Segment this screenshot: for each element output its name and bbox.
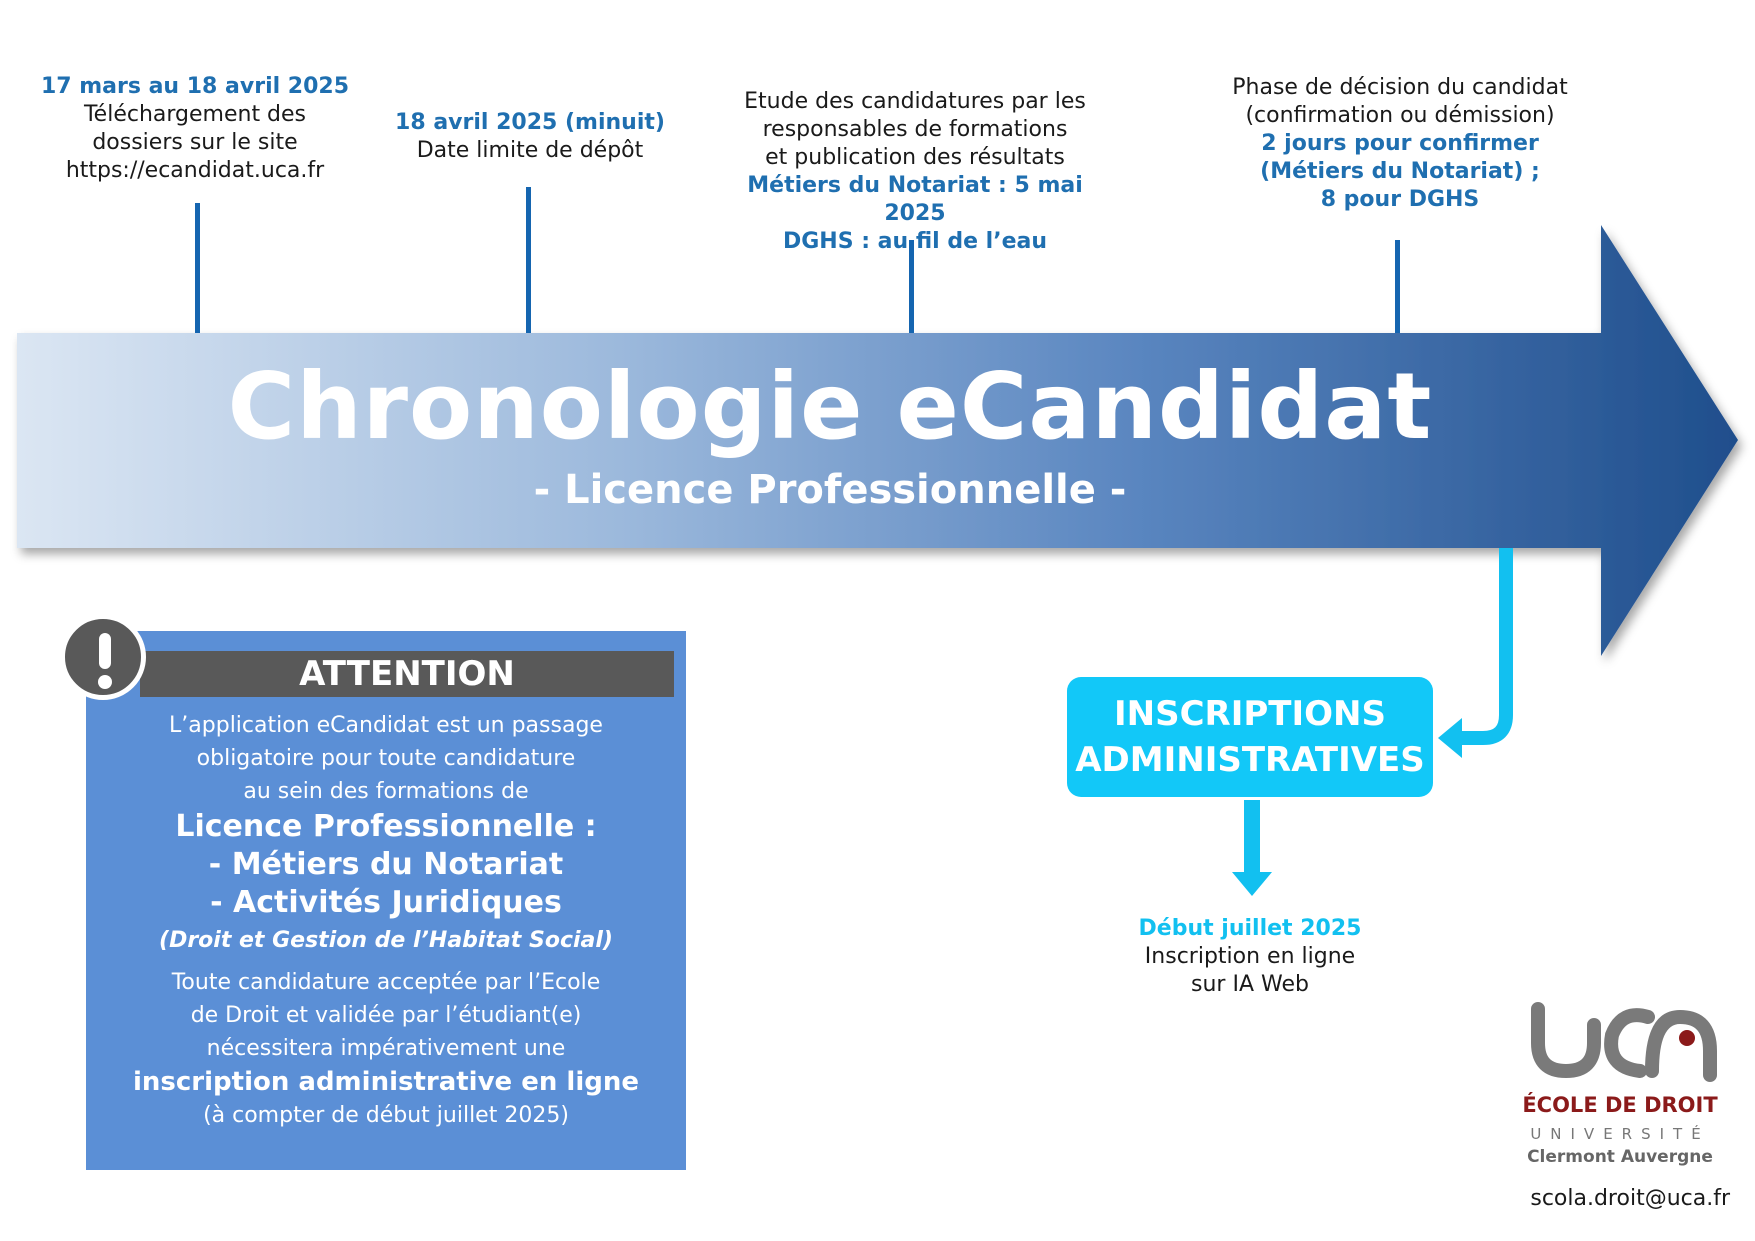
event-3 — [720, 88, 1110, 256]
attention-program: - Métiers du Notariat — [208, 847, 564, 882]
event-2-date: 18 avril 2025 (minuit) — [395, 110, 665, 135]
logo-place: Clermont Auvergne — [1527, 1147, 1713, 1167]
event-3-line: Etude des candidatures par les — [744, 89, 1086, 114]
down-arrow-head — [1232, 872, 1272, 896]
inscriptions-label: INSCRIPTIONS — [1114, 694, 1386, 734]
uca-logo — [1520, 995, 1720, 1175]
attention-intro-line: au sein des formations de — [243, 779, 529, 804]
attention-outro-line: Toute candidature acceptée par l’Ecole — [171, 970, 601, 995]
logo-school: ÉCOLE DE DROIT — [1522, 1093, 1718, 1117]
attention-program: - Activités Juridiques — [210, 885, 562, 920]
page-title: Chronologie eCandidat — [227, 353, 1433, 460]
event-4 — [1200, 74, 1600, 214]
timeline-tick-4 — [1395, 240, 1400, 333]
attention-outro-bold: inscription administrative en ligne — [132, 1067, 640, 1097]
attention-intro-line: L’application eCandidat est un passage — [169, 713, 603, 738]
event-3-line: responsables de formations — [762, 117, 1068, 142]
event-4-line: (confirmation ou démission) — [1245, 103, 1555, 128]
event-4-highlight: 8 pour DGHS — [1320, 187, 1480, 212]
inscriptions-date: Début juillet 2025 — [1138, 916, 1362, 941]
exclamation-icon — [60, 614, 146, 700]
event-4-highlight: 2 jours pour confirmer — [1261, 131, 1539, 156]
event-1-line: Téléchargement des — [83, 102, 307, 127]
event-3-highlight: Métiers du Notariat : 5 mai 2025 — [747, 173, 1083, 226]
connector-arrowhead — [1438, 718, 1462, 758]
event-1-line: dossiers sur le site — [92, 130, 298, 155]
logo-university: UNIVERSITÉ — [1530, 1125, 1710, 1143]
connector-line — [1455, 548, 1506, 738]
event-3-line: et publication des résultats — [765, 145, 1065, 170]
timeline-tick-2 — [526, 187, 531, 333]
attention-intro-line: obligatoire pour toute candidature — [196, 746, 576, 771]
down-arrow-shaft — [1244, 800, 1260, 880]
contact-email[interactable]: scola.droit@uca.fr — [1530, 1186, 1730, 1211]
event-4-line: Phase de décision du candidat — [1232, 75, 1568, 100]
attention-outro-line: de Droit et validée par l’étudiant(e) — [190, 1003, 582, 1028]
attention-italic-note: (Droit et Gestion de l’Habitat Social) — [159, 928, 613, 953]
attention-header — [140, 651, 674, 697]
event-4-highlight: (Métiers du Notariat) ; — [1260, 159, 1540, 184]
attention-header-label: ATTENTION — [299, 654, 515, 694]
timeline-tick-1 — [195, 203, 200, 333]
inscriptions-box — [1067, 677, 1433, 797]
inscriptions-detail: sur IA Web — [1191, 972, 1309, 997]
event-2-line: Date limite de dépôt — [416, 138, 644, 163]
uca-logo-mark — [1520, 995, 1720, 1085]
attention-outro-end: (à compter de début juillet 2025) — [203, 1103, 569, 1128]
attention-content — [86, 709, 686, 1132]
event-3-highlight: DGHS : au fil de l’eau — [782, 229, 1048, 254]
event-1-line: https://ecandidat.uca.fr — [65, 158, 325, 183]
inscriptions-info — [1100, 915, 1400, 999]
attention-program: Licence Professionnelle : — [175, 809, 597, 844]
event-2 — [390, 109, 670, 165]
logo-dot — [1679, 1030, 1695, 1046]
page-subtitle: - Licence Professionnelle - — [533, 467, 1127, 513]
inscriptions-label: ADMINISTRATIVES — [1075, 740, 1425, 780]
inscriptions-detail: Inscription en ligne — [1144, 944, 1356, 969]
attention-outro-line: nécessitera impérativement une — [206, 1036, 566, 1061]
event-1 — [40, 73, 350, 185]
event-1-date: 17 mars au 18 avril 2025 — [40, 74, 350, 99]
